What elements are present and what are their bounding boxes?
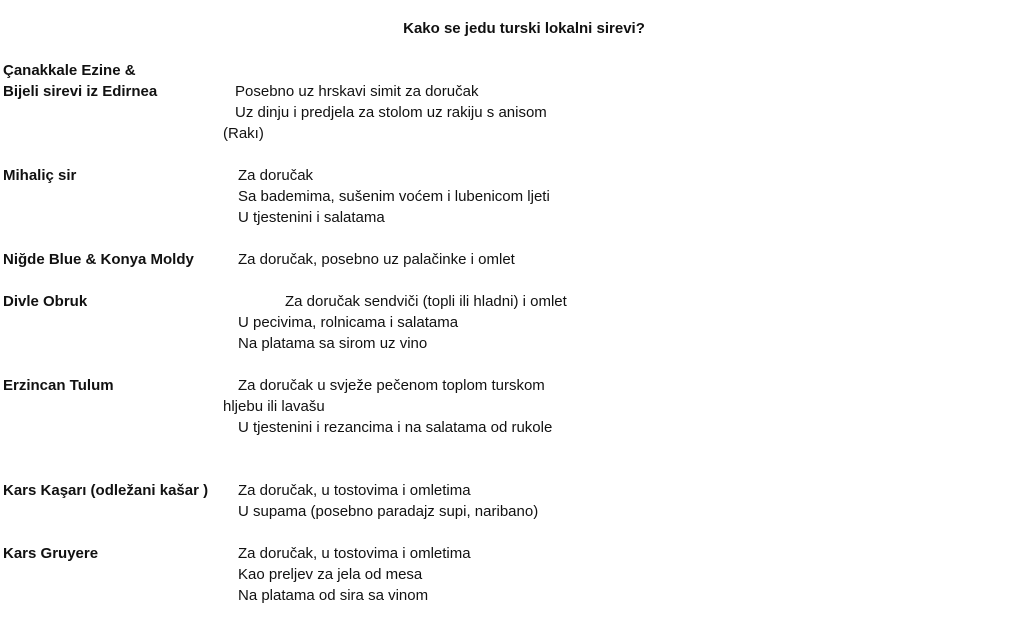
usage-line: U supama (posebno paradajz supi, naribano) — [238, 503, 539, 520]
usage-line: Za doručak, u tostovima i omletima — [238, 482, 471, 499]
cheese-name-line: Niğde Blue & Konya Moldy — [3, 251, 194, 268]
cheese-entry-mihalic — [3, 165, 993, 249]
usage-line: (Rakı) — [223, 125, 264, 142]
cheese-name-line: Divle Obruk — [3, 293, 88, 310]
cheese-entry-kars-gruyere — [3, 543, 993, 627]
usage-line: Za doručak u svježe pečenom toplom turskom — [238, 377, 545, 394]
cheese-name — [3, 543, 98, 564]
usage-line: Posebno uz hrskavi simit za doručak — [235, 83, 479, 100]
cheese-name — [3, 480, 208, 501]
cheese-name — [3, 291, 87, 312]
usage-line: hljebu ili lavašu — [223, 398, 325, 415]
cheese-name — [3, 249, 194, 270]
usage-line: U pecivima, rolnicama i salatama — [238, 314, 459, 331]
cheese-entry-canakkale-ezine — [3, 60, 993, 144]
usage-line: Kao preljev za jela od mesa — [238, 566, 423, 583]
usage-line: U tjestenini i salatama — [238, 209, 385, 226]
page-title: Kako se jedu turski lokalni sirevi? — [403, 20, 645, 37]
cheese-name — [3, 60, 157, 102]
cheese-name-line: Bijeli sirevi iz Edirnea — [3, 83, 158, 100]
usage-line: Za doručak, u tostovima i omletima — [238, 545, 471, 562]
usage-line: Za doručak sendviči (topli ili hladni) i omlet — [285, 293, 567, 310]
cheese-entry-divle-obruk — [3, 291, 993, 375]
cheese-name-line: Kars Gruyere — [3, 545, 99, 562]
usage-line: Uz dinju i predjela za stolom uz rakiju s anisom — [235, 104, 547, 121]
usage-line: Na platama od sira sa vinom — [238, 587, 429, 604]
usage-line: Sa bademima, sušenim voćem i lubenicom ljeti — [238, 188, 550, 205]
usage-line: Za doručak, posebno uz palačinke i omlet — [238, 251, 515, 268]
cheese-name — [3, 165, 76, 186]
cheese-name — [3, 375, 114, 396]
usage-line: U tjestenini i rezancima i na salatama od rukole — [238, 419, 553, 436]
usage-line: Za doručak — [238, 167, 314, 184]
usage-line: Na platama sa sirom uz vino — [238, 335, 428, 352]
cheese-name-line: Erzincan Tulum — [3, 377, 114, 394]
cheese-entry-erzincan-tulum — [3, 375, 993, 459]
cheese-name-line: Çanakkale Ezine & — [3, 62, 136, 79]
cheese-name-line: Mihaliç sir — [3, 167, 77, 184]
cheese-name-line: Kars Kaşarı (odležani kašar ) — [3, 482, 209, 499]
